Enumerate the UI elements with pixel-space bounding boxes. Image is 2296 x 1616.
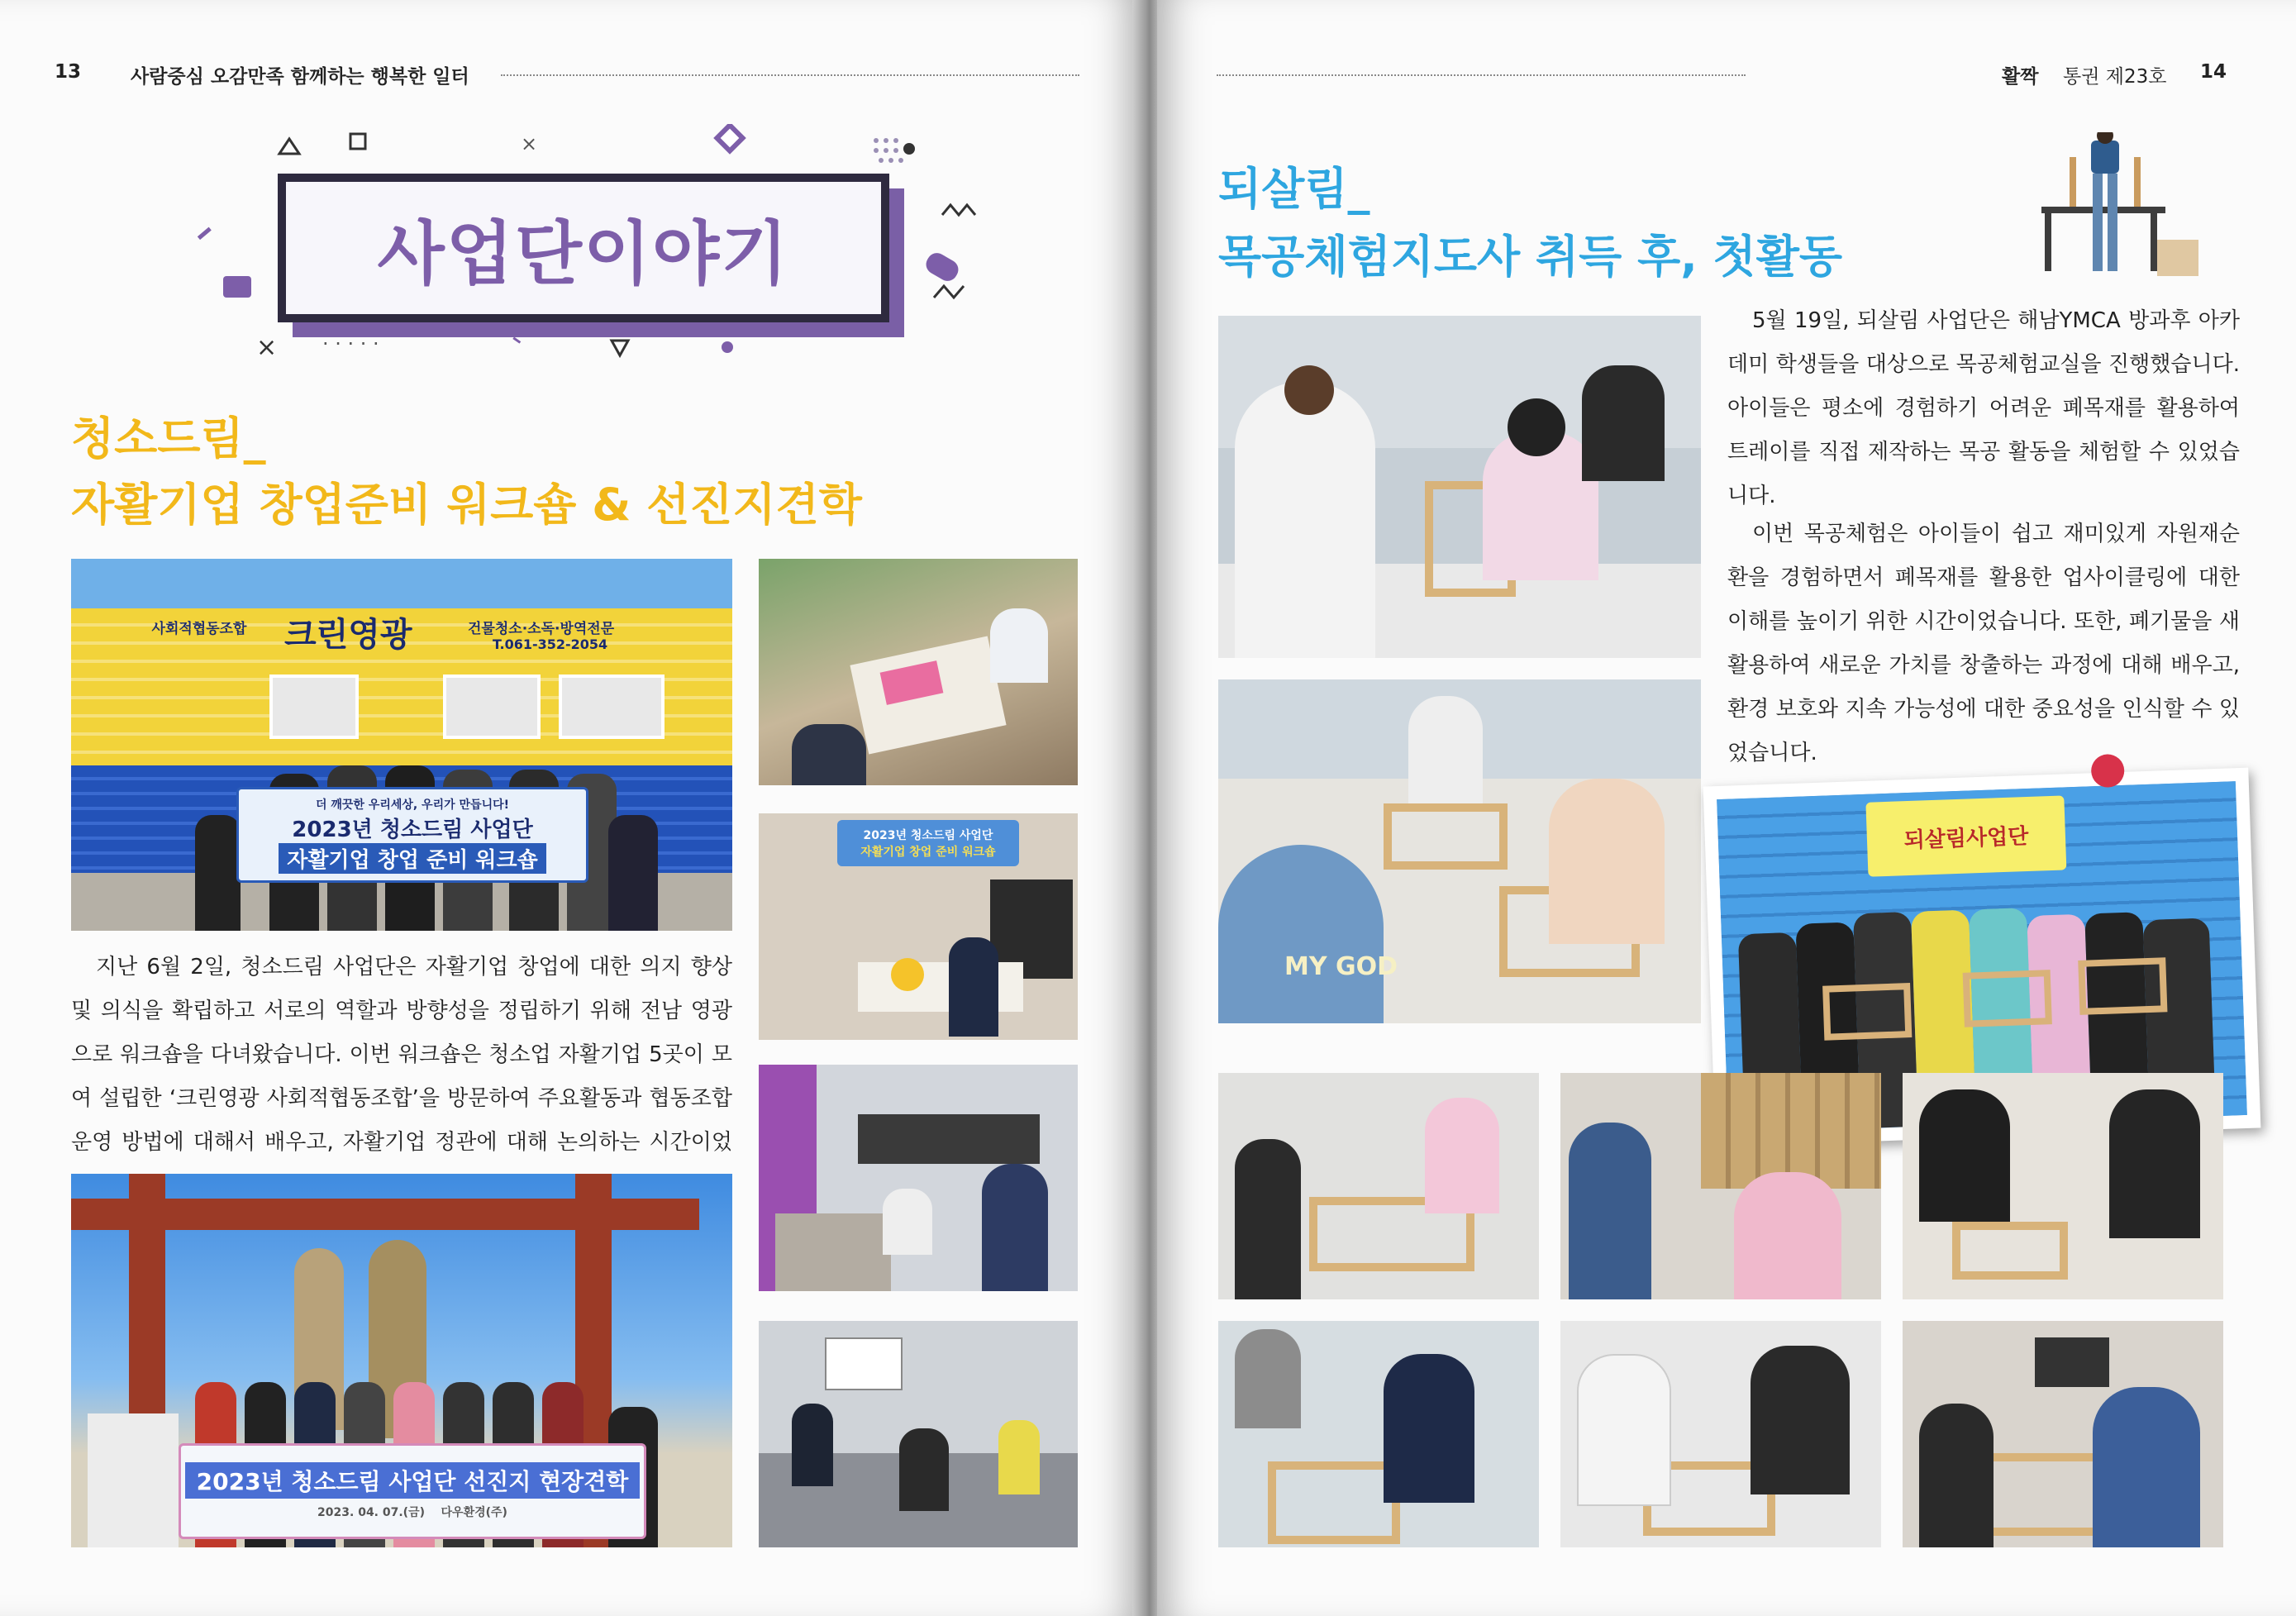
- right-page: [1157, 0, 2296, 1616]
- sign-tel: T.061-352-2054: [493, 636, 608, 652]
- site-visit-banner-title: 2023년 청소드림 사업단 선진지 현장견학: [185, 1462, 641, 1499]
- carpenter-illustration-icon: [2041, 132, 2207, 281]
- article-heading-line1-right: 되살림_: [1218, 163, 1370, 215]
- header-rule-right: [1217, 74, 1746, 76]
- photo-grid-1: [1218, 1073, 1539, 1299]
- room-banner: [837, 820, 1019, 866]
- site-visit-place: 다우환경(주): [441, 1506, 507, 1519]
- svg-text:×: ×: [521, 132, 538, 155]
- header-rule: [501, 74, 1079, 76]
- banner-line1: 2023년 청소드림 사업단: [292, 818, 533, 842]
- photo-woodwork-1: [1218, 316, 1701, 658]
- site-visit-date: 2023. 04. 07.(금): [317, 1506, 426, 1519]
- article-body-left: 지난 6월 2일, 청소드림 사업단은 자활기업 창업에 대한 의지 향상 및 의식을 확립하고 서로의 역할과 방향성을 정립하기 위해 전남 영광으로 워크숍을 다녀왔습니다. 이번 워크숍은 청소업 자활기업 5곳이 모여 설립한 ‘크린영광 사회적협동조합’을 방문하여 주요활동과 협동조합 운영 방법에 대해서 배우고, 자활기업 정관에 대해 논의하는 시간이었: [71, 955, 732, 1155]
- photo-meeting-table: [759, 559, 1078, 785]
- svg-text:×: ×: [256, 333, 278, 362]
- photo-grid-4: [1218, 1321, 1539, 1547]
- photo-grid-2: [1560, 1073, 1881, 1299]
- photo-site-visit-group: [71, 1174, 732, 1547]
- section-title: 사업단이야기: [377, 212, 790, 294]
- photo-workshop-group: [71, 559, 732, 931]
- photo-grid-3: [1903, 1073, 2223, 1299]
- article-heading-line2: 자활기업 창업준비 워크숍 & 선진지견학: [71, 479, 862, 531]
- photo-woodwork-2: [1218, 679, 1701, 1023]
- magazine-name: 활짝: [2002, 66, 2039, 88]
- section-title-box: [278, 174, 889, 322]
- pushpin-icon: [2091, 754, 2125, 788]
- room-banner-line1: 2023년 청소드림 사업단: [863, 829, 993, 842]
- page-number-right: 14: [2200, 61, 2227, 83]
- workshop-banner: [236, 787, 588, 883]
- article-heading-line2-right: 목공체험지도사 취득 후, 첫활동: [1218, 231, 1843, 283]
- running-head: 사람중심 오감만족 함께하는 행복한 일터: [131, 66, 469, 88]
- svg-text:· · · · ·: · · · · ·: [322, 332, 379, 355]
- sign-right: 건물청소·소독·방역전문: [468, 621, 615, 637]
- photo-grid-6: [1903, 1321, 2223, 1547]
- room-banner-line2: 자활기업 창업 준비 워크숍: [860, 846, 996, 859]
- sign-main: 크린영광: [284, 616, 412, 654]
- photo-grid-5: [1560, 1321, 1881, 1547]
- article-para2: 이번 목공체험은 아이들이 쉽고 재미있게 자원재순환을 경험하면서 폐목재를 활용한 업사이클링에 대한 이해를 높이기 위한 시간이었습니다. 또한, 폐기물을 새활용하여 새로운 가치를 창출하는 과정에 대해 배우고, 환경 보호와 지속 가능성에 대한 중요성을 인식할 수 있었습니다.: [1727, 522, 2240, 765]
- article-heading-line1: 청소드림_: [71, 412, 266, 465]
- polaroid-sign: 되살림사업단: [1865, 795, 2066, 876]
- page-number-left: 13: [55, 61, 82, 83]
- photo-workshop-room: [759, 813, 1078, 1040]
- banner-sub: 더 깨끗한 우리세상, 우리가 만듭니다!: [315, 798, 510, 812]
- tshirt-text: MY GOD: [1284, 952, 1398, 981]
- photo-seminar: [759, 1321, 1078, 1547]
- left-page: [0, 0, 1139, 1616]
- banner-line2: 자활기업 창업 준비 워크숍: [279, 843, 545, 874]
- site-visit-banner: [179, 1443, 646, 1539]
- sign-small: 사회적협동조합: [151, 621, 247, 637]
- photo-office-meeting: [759, 1065, 1078, 1291]
- article-para1: 5월 19일, 되살림 사업단은 해남YMCA 방과후 아카데미 학생들을 대상으로 목공체험교실을 진행했습니다. 아이들은 평소에 경험하기 어려운 폐목재를 활용하여 트레이를 직접 제작하는 목공 활동을 체험할 수 있었습니다.: [1727, 308, 2240, 508]
- issue-number: 통권 제23호: [2063, 66, 2167, 88]
